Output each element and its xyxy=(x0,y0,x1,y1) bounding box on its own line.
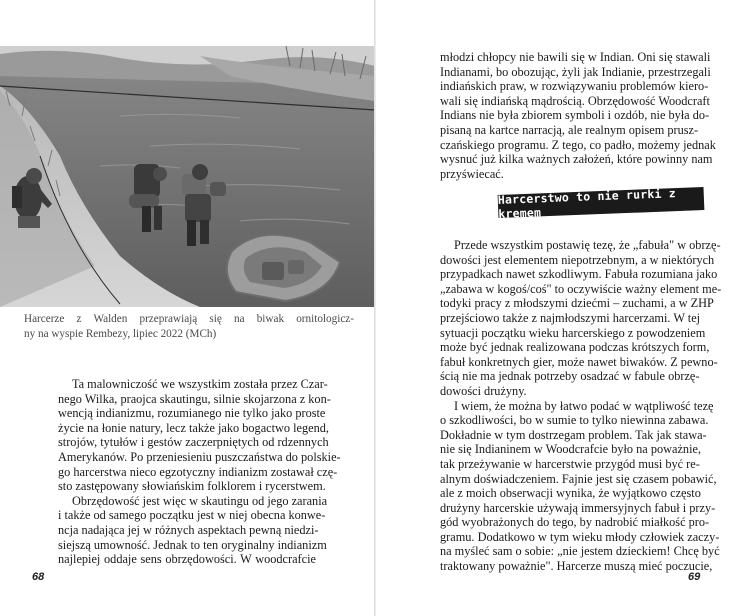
text-line: Indians nie była zbiorem symboli i ozdób, nie była do- xyxy=(440,108,710,123)
text-line: Obrzędowość jest więc w skautingu od jego zarania xyxy=(72,493,328,508)
text-line: najlepiej oddaje sens obrzędowości. W woodcrafcie xyxy=(58,552,316,567)
text-line: ale z moich obserwacji wynika, że wyjątkowo często xyxy=(440,486,701,501)
text-line: o szkodliwości, bo w sumie to tylko niewinna zabawa. xyxy=(440,413,709,428)
text-line: wali się indiańską mądrością. Obrzędowość Woodcraft xyxy=(440,93,710,108)
text-line: przyświecać. xyxy=(440,166,504,181)
text-line: Amerykanów. Po przeniesieniu puszczaństwa do polskie- xyxy=(58,449,341,464)
text-line: przypadkach nawet szkodliwym. Fabuła rozumiana jako xyxy=(440,267,718,282)
text-line: ścią nie ma jednak potrzeby osadzać w fabule obrzę- xyxy=(440,369,700,384)
text-line: czańskiego programu. Z tego, co padło, możemy jednak xyxy=(440,137,716,152)
page-number: 68 xyxy=(32,571,45,583)
text-line: wencją indianizmu, rozumianego nie tylko jako proste xyxy=(58,406,326,421)
text-line: todyki pracy z młodszymi dziećmi – zuchami, a w ZHP xyxy=(440,296,714,311)
text-line: ncja nadająca jej w różnych aspektach pewną niedzi- xyxy=(58,522,319,537)
text-line: „zabawa w kogoś/coś" to oczywiście ważny element me- xyxy=(440,281,722,296)
text-line: nego Wilka, praojca skautingu, silnie skojarzona z kon- xyxy=(58,391,331,406)
text-line: fabuł konkretnych gier, może nawet biwaków. Z pewno- xyxy=(440,354,718,369)
text-line: młodzi chłopcy nie bawili się w Indian. Oni się stawali xyxy=(440,50,711,64)
caption-line: ny na wyspie Rembezy, lipiec 2022 (MCh) xyxy=(24,328,217,340)
text-line: indiańskich praw, w rozwiązywaniu problemów kiero- xyxy=(440,79,709,94)
text-line: życie na łonie natury, lecz także jako bogactwo legend, xyxy=(58,420,329,435)
text-line: sytuacji początku wieku harcerskiego z powodzeniem xyxy=(440,325,706,340)
text-line: tak przeżywanie w harcerstwie przygód musi być re- xyxy=(440,456,700,471)
text-line: strojów, tytułów i gestów zaczerpniętych od rdzennych xyxy=(58,435,329,450)
left-body-text xyxy=(58,377,341,567)
caption-line: Harcerze z Walden przeprawiają się na biwak ornitologicz- xyxy=(24,313,354,325)
right-page xyxy=(376,0,750,616)
text-line: może być jednak realizowana podczas krótszych form, xyxy=(440,340,710,355)
text-line: alnym doświadczeniem. Fajnie jest się czasem pobawić, xyxy=(440,471,717,486)
text-line: siejszą umowność. Jednak to ten oryginalny indianizm xyxy=(58,537,327,552)
text-line: gód wyobrażonych do tego, by nadrobić miałkość pro- xyxy=(440,515,710,530)
text-line: I wiem, że można by łatwo podać w wątpliwość tezę xyxy=(454,398,714,413)
page-number: 69 xyxy=(688,571,701,583)
right-body-text-bottom xyxy=(440,238,722,574)
text-line: i także od samego początku jest w niej obecna konwe- xyxy=(58,508,326,523)
section-header xyxy=(497,185,705,221)
text-line: dowości drużyny. xyxy=(440,383,527,398)
text-line: drużyny harcerskie używają immersyjnych fabuł i przy- xyxy=(440,500,716,515)
text-line: na myśleć sam o sobie: „nie jestem dzieckiem! Chcę być xyxy=(440,544,720,559)
text-line: Dokładnie w tym dostrzegam problem. Tak jak stawa- xyxy=(440,427,707,442)
right-body-text-top xyxy=(440,50,716,181)
photo-caption xyxy=(24,312,354,342)
text-line: Ta malowniczość we wszystkim została przez Czar- xyxy=(72,377,328,391)
text-line: nie się Indianinem w Woodcrafcie było na poważnie, xyxy=(440,442,702,457)
text-line: sto zastępowany słowiańskim folklorem i rycerstwem. xyxy=(58,479,326,494)
text-line: pisaną na kartce narracją, ale realnym opisem prusz- xyxy=(440,122,699,137)
text-line: Indianami, bo obozując, żyli jak Indianie, przestrzegali xyxy=(440,64,711,79)
text-line: go harcerstwa nieco egzotyczny indianizm zostawał czę- xyxy=(58,464,338,479)
text-line: wysnuć już kilka ważnych założeń, które powinny nam xyxy=(440,152,713,167)
section-header-text: Harcerstwo to nie rurki z kremem xyxy=(497,185,677,221)
left-page xyxy=(0,0,374,616)
text-line: gramu. Dodatkowo w tym wieku młody człowiek zaczy- xyxy=(440,529,720,544)
text-line: dowości jest elementem niepotrzebnym, a w niektórych xyxy=(440,252,715,267)
river-crossing-photo xyxy=(0,46,375,307)
text-line: przejściowo także z najmłodszymi harcerzami. W tej xyxy=(440,310,701,325)
text-line: traktowany poważnie". Harcerze muszą mieć poczucie, xyxy=(440,559,713,574)
text-line: Przede wszystkim postawię tezę, że „fabuła" w obrzę- xyxy=(454,238,721,252)
